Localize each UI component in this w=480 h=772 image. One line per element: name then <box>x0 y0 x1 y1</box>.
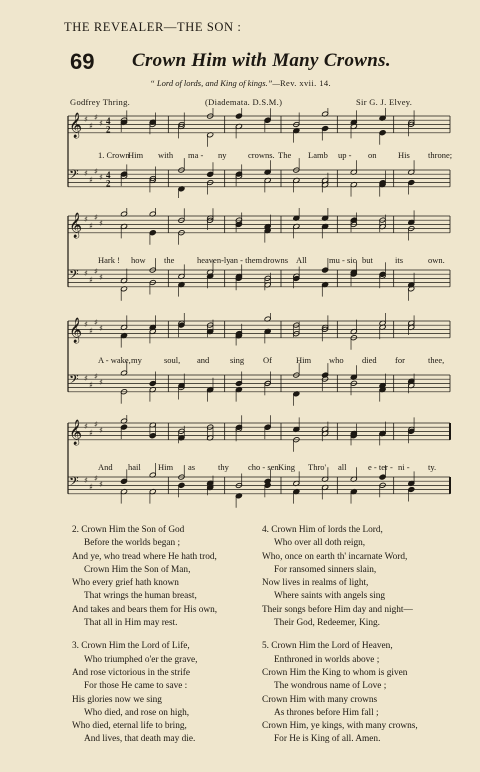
verse-number: 5. <box>262 641 272 652</box>
lyric-syllable: own. <box>428 255 445 265</box>
lyric-syllable: all <box>338 462 347 472</box>
lyric-syllable: Him <box>128 150 144 160</box>
verse-text: And ye, who tread where He hath trod, <box>72 551 217 562</box>
tune-name: (Diademata. D.S.M.) <box>205 97 283 107</box>
lyric-syllable: mu - sic <box>329 255 357 265</box>
verse-text: Enthroned in worlds above ; <box>274 654 380 665</box>
lyric-syllable: up - <box>338 150 352 160</box>
verse-line <box>72 680 257 693</box>
lyric-syllable: A - wake, <box>98 355 131 365</box>
verse-line <box>72 524 257 537</box>
lyric-syllable: with <box>158 150 174 160</box>
verse-text: And takes and bears them for His own, <box>72 604 218 615</box>
verse-line <box>72 667 257 680</box>
bass-clef-icon: 𝄢 <box>69 474 79 492</box>
verse-text: As thrones before Him fall ; <box>274 707 379 718</box>
lyric-syllable: died <box>362 355 377 365</box>
verse-text: For He is King of all. Amen. <box>274 734 381 745</box>
sharp-icon: ♯ <box>84 374 88 383</box>
time-signature: 2 <box>106 124 111 135</box>
composer-credit: Sir G. J. Elvey. <box>356 97 413 107</box>
lyric-syllable: an - them <box>230 255 263 265</box>
sharp-icon: ♯ <box>84 476 88 485</box>
sharp-icon: ♯ <box>89 428 93 438</box>
sharp-icon: ♯ <box>94 419 98 429</box>
lyric-syllable: who <box>329 355 344 365</box>
hymn-title: Crown Him with Many Crowns. <box>132 50 391 71</box>
sharp-icon: ♯ <box>89 175 93 185</box>
verse-4 <box>262 524 462 630</box>
sharp-icon: ♯ <box>99 219 103 229</box>
lyric-syllable: King <box>278 462 295 472</box>
lyric-syllable: crowns. <box>248 150 275 160</box>
sharp-icon: ♯ <box>84 269 88 278</box>
sharp-icon: ♯ <box>89 121 93 131</box>
lyric-syllable: ty. <box>428 462 437 472</box>
verse-line <box>72 733 257 746</box>
verse-line <box>262 524 462 537</box>
verse-line <box>262 564 462 577</box>
verse-line <box>72 590 257 603</box>
verse-text: Who triumphed o'er the grave, <box>84 654 198 665</box>
lyric-syllable: Him <box>296 355 312 365</box>
lyric-syllable: Hark ! <box>98 255 120 265</box>
lyric-syllable: on <box>368 150 377 160</box>
verse-line <box>262 551 462 564</box>
sharp-icon: ♯ <box>89 221 93 231</box>
lyric-syllable: Lamb <box>308 150 328 160</box>
verse-text: Crown Him, ye kings, with many crowns, <box>262 721 418 732</box>
sharp-icon: ♯ <box>89 482 93 492</box>
sharp-icon: ♯ <box>94 317 98 327</box>
verse-text: And lives, that death may die. <box>84 734 196 745</box>
verse-line <box>72 577 257 590</box>
verse-line <box>72 720 257 733</box>
verse-line <box>262 720 462 733</box>
verse-3 <box>72 640 257 746</box>
sharp-icon: ♯ <box>94 112 98 122</box>
verse-text: Who died, eternal life to bring, <box>72 721 187 732</box>
verse-text: That wrings the human breast, <box>84 591 197 602</box>
sharp-icon: ♯ <box>94 266 98 276</box>
time-signature: 4 <box>106 170 111 180</box>
lyric-syllable: e - ter - <box>368 462 393 472</box>
verse-line <box>262 667 462 680</box>
verse-line <box>262 640 462 653</box>
lyric-syllable: All <box>296 255 307 265</box>
sharp-icon: ♯ <box>99 378 103 388</box>
verse-number: 2. <box>72 525 82 535</box>
lyric-syllable: and <box>197 355 210 365</box>
verse-text: Where saints with angels sing <box>274 591 386 602</box>
lyric-syllable: my <box>131 355 142 365</box>
verse-number: 4. <box>262 525 272 535</box>
verse-text: For those He came to save : <box>84 681 188 692</box>
lyric-syllable: throne; <box>428 150 453 160</box>
lyric-syllable: cho - sen <box>248 462 279 472</box>
sharp-icon: ♯ <box>99 273 103 283</box>
verse-line <box>72 640 257 653</box>
lyric-syllable: ma - <box>188 150 204 160</box>
bass-clef-icon: 𝄢 <box>69 167 79 185</box>
treble-clef-icon: 𝄞 <box>69 318 83 343</box>
verse-text: That all in Him may rest. <box>84 618 178 629</box>
verse-line <box>72 537 257 550</box>
verses-column-left <box>72 524 257 757</box>
verse-text: Before the worlds began ; <box>84 538 181 549</box>
sharp-icon: ♯ <box>99 324 103 334</box>
verse-2 <box>72 524 257 630</box>
verse-text: Crown Him the Lord of Life, <box>81 641 190 652</box>
time-signature: 4 <box>106 116 111 126</box>
lyric-syllable: Thro' <box>308 462 327 472</box>
bass-clef-icon: 𝄢 <box>69 267 79 285</box>
sharp-icon: ♯ <box>99 480 103 490</box>
lyric-line-3 <box>64 355 454 367</box>
verse-line <box>262 617 462 630</box>
sharp-icon: ♯ <box>99 173 103 183</box>
scripture-reference: Rev. xvii. 14. <box>279 78 332 88</box>
lyric-syllable: hail <box>128 462 141 472</box>
verse-line <box>262 577 462 590</box>
lyric-syllable: thy <box>218 462 229 472</box>
verse-line <box>262 590 462 603</box>
verse-line <box>72 604 257 617</box>
sharp-icon: ♯ <box>84 115 88 124</box>
sharp-icon: ♯ <box>84 320 88 329</box>
lyric-syllable: heaven-ly <box>197 255 231 265</box>
treble-clef-icon: 𝄞 <box>69 420 83 445</box>
lyric-syllable: Of <box>263 355 272 365</box>
verse-text: Crown Him with many crowns <box>262 694 378 705</box>
lyric-syllable: for <box>395 355 405 365</box>
verse-text: For ransomed sinners slain, <box>274 564 377 575</box>
lyric-syllable: And <box>98 462 113 472</box>
verse-number: 3. <box>72 641 82 652</box>
verse-text: Crown Him the King to whom is given <box>262 667 408 678</box>
verse-text: Crown Him the Lord of Heaven, <box>271 641 393 652</box>
verse-text: Who, once on earth th' incarnate Word, <box>262 551 408 562</box>
treble-clef-icon: 𝄞 <box>69 213 83 238</box>
verse-text: Their God, Redeemer, King. <box>274 618 380 629</box>
lyric-syllable: ny <box>218 150 227 160</box>
scripture-text: “ Lord of lords, and King of kings.”— <box>150 78 280 88</box>
scripture-quote <box>150 78 331 88</box>
lyric-syllable: as <box>188 462 196 472</box>
verse-line <box>72 694 257 707</box>
sharp-icon: ♯ <box>84 215 88 224</box>
verses-column-right <box>262 524 462 757</box>
verse-line <box>262 654 462 667</box>
verse-text: His glories now we sing <box>72 694 162 705</box>
sharp-icon: ♯ <box>99 119 103 129</box>
sharp-icon: ♯ <box>89 275 93 285</box>
verse-text: Now lives in realms of light, <box>262 578 369 589</box>
lyric-syllable: 1. Crown <box>98 150 130 160</box>
lyric-syllable: drowns <box>263 255 289 265</box>
sharp-icon: ♯ <box>99 426 103 436</box>
running-head: THE REVEALER—THE SON : <box>64 20 242 34</box>
verse-line <box>72 551 257 564</box>
verse-text: And rose victorious in the strife <box>72 667 190 678</box>
verse-line <box>72 654 257 667</box>
sharp-icon: ♯ <box>94 371 98 381</box>
verse-line <box>72 564 257 577</box>
lyric-syllable: but <box>362 255 373 265</box>
lyric-line-2 <box>64 255 454 267</box>
verse-text: Crown Him the Son of Man, <box>84 564 191 575</box>
lyric-syllable: how <box>131 255 146 265</box>
author-credit: Godfrey Thring. <box>70 97 131 107</box>
sharp-icon: ♯ <box>94 212 98 222</box>
lyric-syllable: ni - <box>398 462 410 472</box>
lyric-syllable: His <box>398 150 410 160</box>
verse-line <box>72 707 257 720</box>
treble-clef-icon: 𝄞 <box>69 113 83 138</box>
time-signature: 2 <box>106 178 111 189</box>
sharp-icon: ♯ <box>94 166 98 176</box>
lyric-syllable: its <box>395 255 404 265</box>
lyric-syllable: The <box>278 150 292 160</box>
sharp-icon: ♯ <box>89 326 93 336</box>
verse-line <box>262 680 462 693</box>
hymn-number: 69 <box>70 49 95 74</box>
verse-text: Who died, and rose on high, <box>84 707 190 718</box>
sharp-icon: ♯ <box>84 422 88 431</box>
lyric-line-4 <box>64 462 454 474</box>
sharp-icon: ♯ <box>94 473 98 483</box>
verse-text: Crown Him the Son of God <box>81 525 185 535</box>
sharp-icon: ♯ <box>84 169 88 178</box>
verse-text: The wondrous name of Love ; <box>274 681 387 692</box>
lyric-syllable: sing <box>230 355 245 365</box>
verse-line <box>262 733 462 746</box>
verse-line <box>262 707 462 720</box>
lyric-syllable: Him <box>158 462 174 472</box>
verse-5 <box>262 640 462 746</box>
lyric-syllable: the <box>164 255 175 265</box>
verse-text: Crown Him of lords the Lord, <box>271 525 383 535</box>
bass-clef-icon: 𝄢 <box>69 372 79 390</box>
verse-line <box>262 694 462 707</box>
verse-line <box>72 617 257 630</box>
verse-text: Who over all doth reign, <box>274 538 366 549</box>
verse-line <box>262 537 462 550</box>
verse-text: Who every grief hath known <box>72 578 179 589</box>
verse-line <box>262 604 462 617</box>
verse-text: Their songs before Him day and night— <box>262 604 413 615</box>
lyric-syllable: soul, <box>164 355 181 365</box>
lyric-syllable: thee, <box>428 355 445 365</box>
sharp-icon: ♯ <box>89 380 93 390</box>
lyric-line-1 <box>64 150 454 162</box>
